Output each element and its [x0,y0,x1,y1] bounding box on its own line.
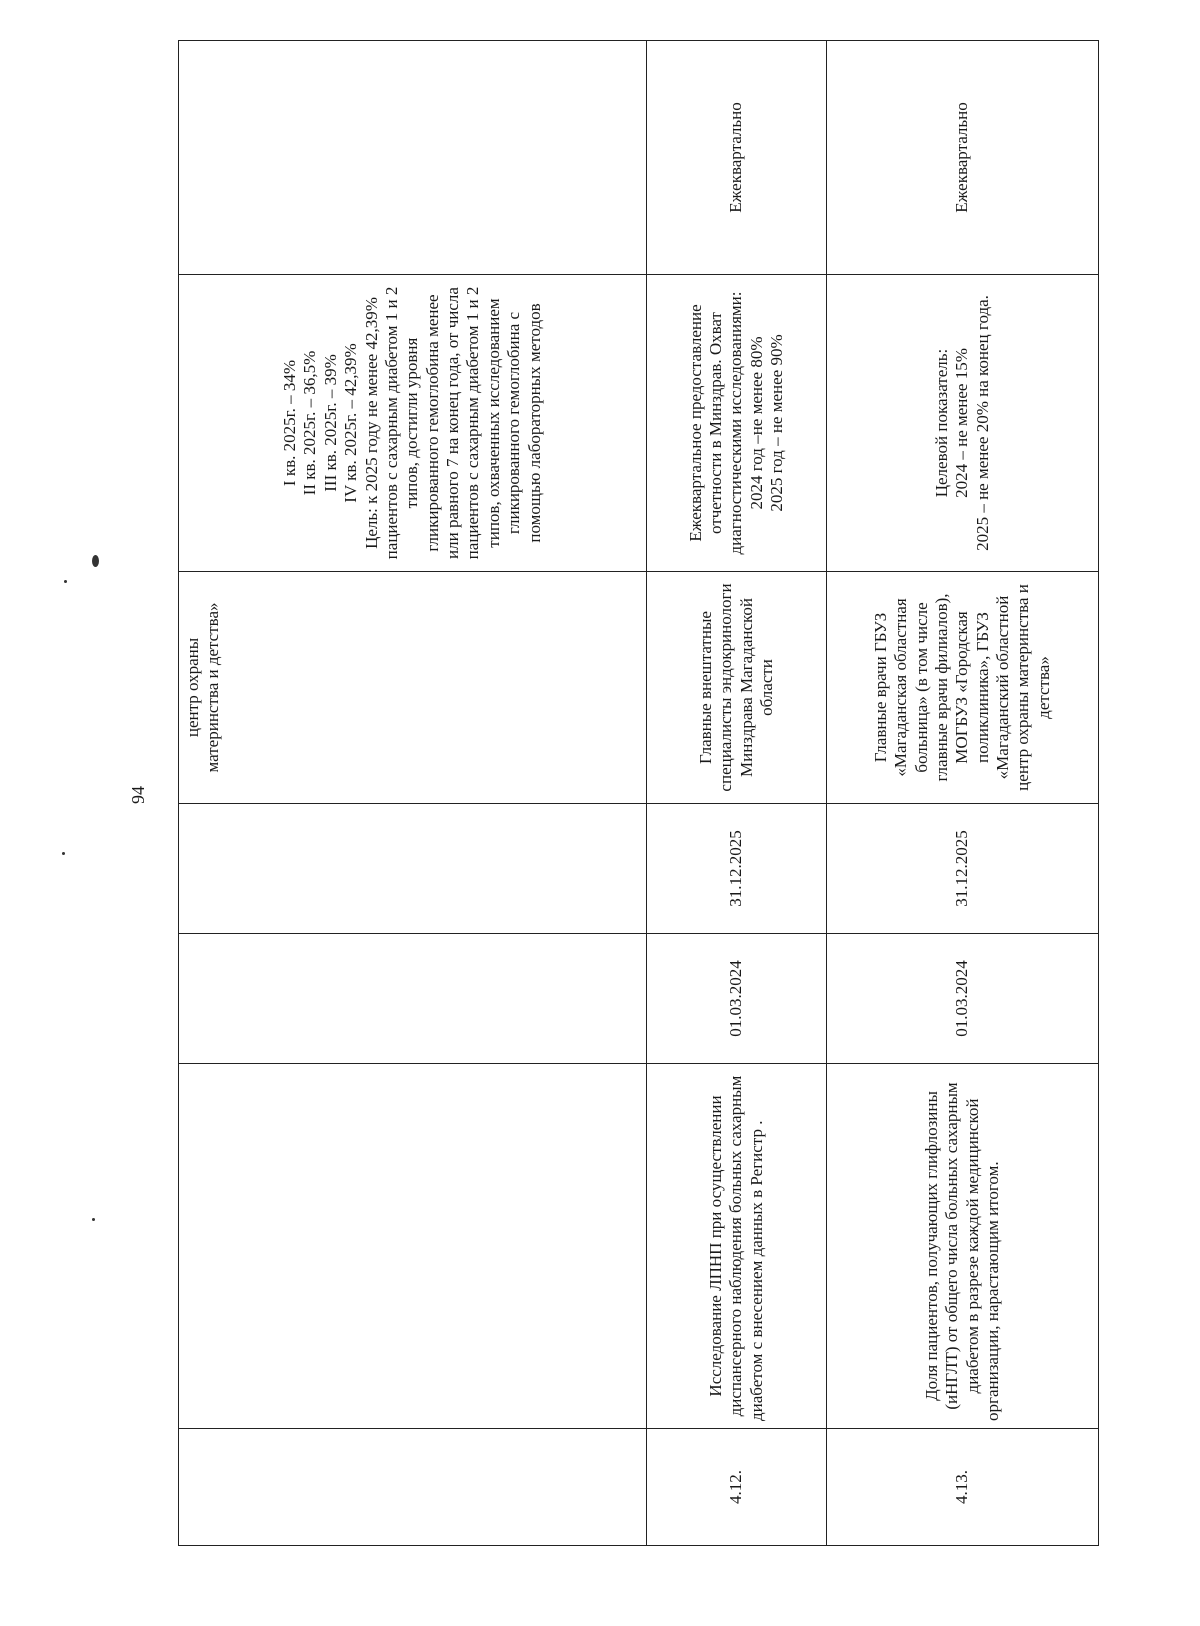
row-number-cell [179,1429,647,1546]
table-row [647,41,827,1546]
activity-cell: Доля пациентов, получающих глифлозины (иНГЛТ) от общего числа больных сахарным диабетом в разрезе каждой медицинской организации, нарастающим итогом. [827,1064,1099,1429]
measures-table [178,40,1099,1546]
periodicity-cell: Ежеквартально [827,41,1099,275]
responsible-cell: Главные врачи ГБУЗ «Магаданская областная больница» (в том числе главные врачи филиалов), МОГБУЗ «Городская поликлиника», ГБУЗ «Магаданский областной центр охраны материнства и детства» [827,572,1099,804]
periodicity-cell [179,41,647,275]
activity-cell [179,1064,647,1429]
periodicity-cell: Ежеквартально [647,41,827,275]
rotated-table-wrapper [178,41,1098,1546]
end-date-cell: 31.12.2025 [827,804,1099,934]
indicator-cell: Целевой показатель: 2024 – не менее 15% 2025 – не менее 20% на конец года. [827,275,1099,572]
table-row [827,41,1099,1546]
scan-speck [62,852,65,855]
row-number-cell: 4.13. [827,1429,1099,1546]
indicator-cell: I кв. 2025г. – 34% II кв. 2025г. – 36,5% III кв. 2025г. – 39% IV кв. 2025г. – 42,39% Цель: к 2025 году не менее 42,39% пациентов с сахарным диабетом 1 и 2 типов, достигли уровня гликированного гемоглобина менее или равного 7 на конец года, от числа пациентов с сахарным диабетом 1 и 2 типов, охваченных исследованием гликированного гемоглобина с помощью лабораторных методов [179,275,647,572]
start-date-cell: 01.03.2024 [827,934,1099,1064]
end-date-cell: 31.12.2025 [647,804,827,934]
start-date-cell: 01.03.2024 [647,934,827,1064]
row-number-cell: 4.12. [647,1429,827,1546]
page-number: 94 [128,786,148,804]
scan-speck [92,1218,95,1221]
responsible-cell: Главные внештатные специалисты эндокринологи Минздрава Магаданской области [647,572,827,804]
indicator-cell: Ежеквартальное предоставление отчетности в Минздрав. Охват диагностическими исследованиями: 2024 год –не менее 80% 2025 год – не менее 90% [647,275,827,572]
start-date-cell [179,934,647,1064]
scan-speck [64,580,67,583]
scan-speck [92,555,99,567]
activity-cell: Исследование ЛПНП при осуществлении диспансерного наблюдения больных сахарным диабетом с внесением данных в Регистр . [647,1064,827,1429]
end-date-cell [179,804,647,934]
responsible-cell: центр охраны материнства и детства» [179,572,647,804]
table-row [179,41,647,1546]
